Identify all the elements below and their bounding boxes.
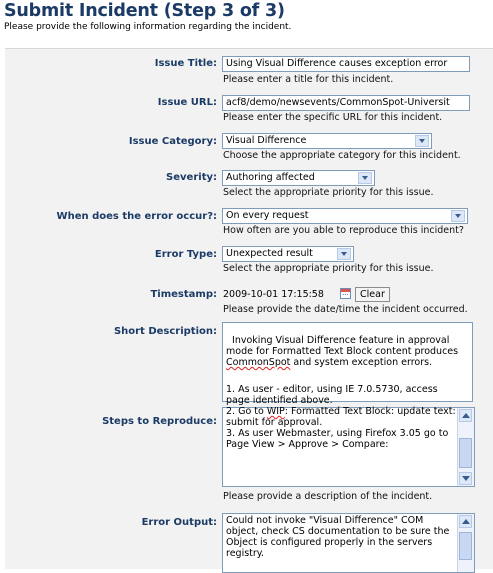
issue-category-help: Choose the appropriate category for this incident. (223, 150, 461, 161)
error-output-text: Could not invoke "Visual Difference" COM object, check CS documentation to be sure the Object is configured properly in the servers registry. (226, 515, 453, 559)
severity-select[interactable] (222, 170, 375, 186)
error-output-textarea[interactable] (222, 513, 475, 573)
steps-help: Please provide a description of the incident. (223, 491, 433, 502)
timestamp-help: Please provide the date/time the incident occurred. (223, 304, 468, 315)
issue-category-label: Issue Category: (128, 136, 217, 147)
steps-line-2: 2. Go to WIP: Formatted Text Block: update text: submit for approval. (226, 406, 456, 428)
error-output-scrollbar[interactable] (457, 514, 474, 572)
steps-text (226, 384, 456, 450)
clear-timestamp-button[interactable]: Clear (355, 287, 390, 302)
issue-category-select[interactable] (222, 133, 432, 149)
issue-url-help: Please enter the specific URL for this incident. (223, 112, 443, 123)
severity-label: Severity: (166, 172, 217, 183)
severity-value: Authoring affected (226, 172, 315, 183)
arrow-up-icon[interactable] (459, 515, 472, 528)
chevron-down-icon[interactable] (415, 135, 429, 147)
steps-label: Steps to Reproduce: (102, 416, 217, 427)
page-title: Submit Incident (Step 3 of 3) (4, 1, 285, 21)
occurrence-help: How often are you able to reproduce this incident? (223, 225, 464, 236)
misspelled-word: WIP (266, 406, 285, 417)
short-description-text: Invoking Visual Difference feature in approval mode for Formatted Text Block content produces CommonSpot and system exception errors. (226, 335, 462, 368)
issue-title-value: Using Visual Difference causes exception error (226, 58, 448, 69)
steps-line-1: 1. As user - editor, using IE 7.0.5730, access page identified above. (226, 384, 441, 406)
misspelled-word: CommonSpot (226, 357, 291, 368)
error-type-value: Unexpected result (226, 248, 313, 259)
steps-line-3: 3. As user Webmaster, using Firefox 3.05 go to Page View > Approve > Compare: (226, 428, 455, 450)
issue-url-value: acf8/demo/newsevents/CommonSpot-Universit (226, 97, 450, 108)
issue-title-input[interactable] (222, 56, 470, 72)
arrow-down-icon[interactable] (459, 472, 472, 485)
occurrence-label: When does the error occur?: (56, 211, 217, 222)
scroll-thumb[interactable] (459, 438, 472, 468)
timestamp-label: Timestamp: (150, 289, 217, 300)
short-description-label: Short Description: (113, 326, 217, 337)
chevron-down-icon[interactable] (451, 210, 465, 222)
scroll-thumb[interactable] (459, 532, 472, 560)
steps-textarea[interactable] (222, 384, 475, 487)
issue-url-input[interactable] (222, 95, 470, 111)
issue-title-help: Please enter a title for this incident. (223, 74, 394, 85)
steps-scrollbar[interactable] (457, 408, 474, 486)
timestamp-value: 2009-10-01 17:15:58 (223, 289, 324, 300)
issue-category-value: Visual Difference (226, 135, 307, 146)
page-subtitle: Please provide the following information regarding the incident. (4, 22, 292, 32)
calendar-icon[interactable] (340, 288, 351, 299)
arrow-up-icon[interactable] (459, 409, 472, 422)
error-type-select[interactable] (222, 246, 354, 262)
error-output-label: Error Output: (141, 517, 217, 528)
error-type-label: Error Type: (154, 249, 217, 260)
chevron-down-icon[interactable] (337, 248, 351, 260)
issue-title-label: Issue Title: (154, 58, 217, 69)
error-type-help: Select the appropriate priority for this issue. (223, 263, 434, 274)
issue-url-label: Issue URL: (157, 97, 217, 108)
severity-help: Select the appropriate priority for this issue. (223, 187, 434, 198)
occurrence-value: On every request (226, 210, 309, 221)
chevron-down-icon[interactable] (358, 172, 372, 184)
occurrence-select[interactable] (222, 208, 468, 224)
